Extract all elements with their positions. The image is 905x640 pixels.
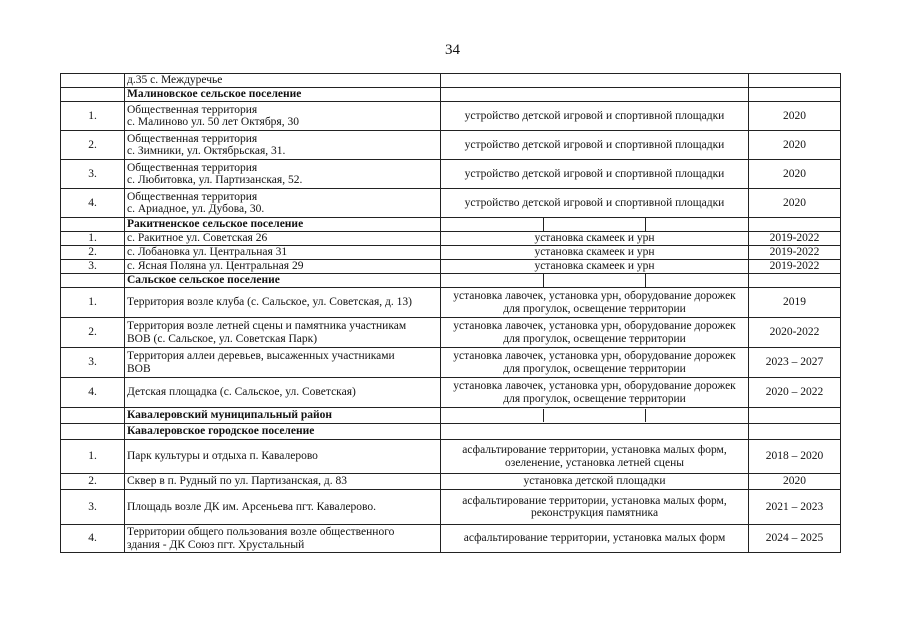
row-number: 3. [61, 160, 125, 189]
territory-name [125, 378, 441, 408]
years-cell: 2020-2022 [749, 318, 841, 348]
works-description [441, 131, 749, 160]
years-cell: 2020 [749, 102, 841, 131]
section-title: Ракитненское сельское поселение [125, 218, 441, 232]
row-number: 2. [61, 474, 125, 490]
empty-subcell [646, 409, 746, 422]
territories-table [60, 73, 841, 553]
years-cell: 2020 [749, 131, 841, 160]
territory-name [125, 131, 441, 160]
section-header-row [61, 408, 841, 424]
cell-line: реконструкция памятника [530, 507, 659, 519]
section-title: Малиновское сельское поселение [125, 88, 441, 102]
cell-line: озеленение, установка летней сцены [505, 456, 684, 469]
territory-name [125, 74, 441, 88]
years-cell: 2019 [749, 288, 841, 318]
split-cells [443, 409, 746, 422]
territory-name [125, 102, 441, 131]
years-cell: 2020 [749, 474, 841, 490]
empty-subcell [646, 274, 746, 287]
territory-name [125, 348, 441, 378]
table-row [61, 160, 841, 189]
years-cell: 2018 – 2020 [749, 440, 841, 474]
table-row [61, 378, 841, 408]
table-row [61, 246, 841, 260]
years-cell [749, 88, 841, 102]
row-number: 3. [61, 260, 125, 274]
cell-line: установка лавочек, установка урн, оборудование дорожек [453, 380, 736, 393]
row-number: 1. [61, 288, 125, 318]
page-number: 34 [445, 42, 460, 58]
cell-line: Общественная территория [127, 190, 258, 203]
territory-name [125, 440, 441, 474]
cell-line: Территория возле летней сцены и памятника участникам [127, 320, 407, 333]
years-cell: 2020 [749, 160, 841, 189]
years-cell [749, 424, 841, 440]
works-description [441, 348, 749, 378]
row-number: 3. [61, 490, 125, 525]
years-cell [749, 274, 841, 288]
cell-line: Детская площадка (с. Сальское, ул. Советская) [127, 386, 356, 399]
cell-line: Территория возле клуба (с. Сальское, ул. Советская, д. 13) [127, 296, 412, 309]
table-row [61, 260, 841, 274]
table-row [61, 440, 841, 474]
works-description [441, 440, 749, 474]
cell-line: Сквер в п. Рудный по ул. Партизанская, д. 83 [127, 475, 348, 488]
cell-line: с. Ариадное, ул. Дубова, 30. [127, 203, 265, 215]
years-cell: 2020 [749, 189, 841, 218]
years-cell: 2019-2022 [749, 246, 841, 260]
table-row [61, 474, 841, 490]
works-cell [441, 424, 749, 440]
cell-line: Общественная территория [127, 103, 258, 116]
row-number: 4. [61, 378, 125, 408]
section-title: Кавалеровское городское поселение [125, 424, 441, 440]
cell-line: устройство детской игровой и спортивной площадки [464, 138, 725, 151]
cell-line: установка скамеек и урн [534, 246, 655, 259]
cell-line: установка скамеек и урн [534, 260, 655, 273]
table-row [61, 490, 841, 525]
works-cell [441, 408, 749, 424]
years-cell: 2019-2022 [749, 232, 841, 246]
row-number: 4. [61, 525, 125, 553]
row-number [61, 424, 125, 440]
row-number [61, 408, 125, 424]
cell-line: с. Ясная Поляна ул. Центральная 29 [127, 260, 304, 273]
cell-line: для прогулок, освещение территории [503, 332, 686, 345]
split-cells [443, 274, 746, 287]
cell-line: устройство детской игровой и спортивной площадки [464, 196, 725, 209]
cell-line: с. Ракитное ул. Советская 26 [127, 232, 268, 245]
works-description [441, 102, 749, 131]
works-description [441, 288, 749, 318]
territory-name [125, 318, 441, 348]
years-cell [749, 218, 841, 232]
table-row [61, 525, 841, 553]
cell-line: ВОВ [127, 362, 151, 375]
cell-line: Площадь возле ДК им. Арсеньева пгт. Кавалерово. [127, 500, 377, 513]
territory-name [125, 246, 441, 260]
cell-line: с. Любитовка, ул. Партизанская, 52. [127, 174, 303, 186]
cell-line: д.35 с. Междуречье [127, 74, 223, 87]
territory-name [125, 288, 441, 318]
cell-line: для прогулок, освещение территории [503, 362, 686, 375]
territory-name [125, 474, 441, 490]
years-cell: 2024 – 2025 [749, 525, 841, 553]
section-header-row [61, 274, 841, 288]
years-cell: 2019-2022 [749, 260, 841, 274]
cell-line: установка лавочек, установка урн, оборудование дорожек [453, 350, 736, 363]
years-cell [749, 408, 841, 424]
cell-line: асфальтирование территории, установка малых форм [463, 532, 726, 545]
empty-subcell [544, 409, 645, 422]
works-cell [441, 274, 749, 288]
years-cell: 2020 – 2022 [749, 378, 841, 408]
works-description [441, 160, 749, 189]
cell-line: с. Зимники, ул. Октябрьская, 31. [127, 145, 286, 157]
cell-line: для прогулок, освещение территории [503, 302, 686, 315]
table-row [61, 288, 841, 318]
row-number [61, 218, 125, 232]
row-number [61, 88, 125, 102]
table-row [61, 131, 841, 160]
territory-name [125, 160, 441, 189]
cell-line: с. Малиново ул. 50 лет Октября, 30 [127, 116, 299, 128]
years-cell: 2023 – 2027 [749, 348, 841, 378]
works-description [441, 74, 749, 88]
empty-subcell [443, 218, 544, 231]
territory-name [125, 525, 441, 553]
cell-line: асфальтирование территории, установка малых форм, [462, 444, 727, 457]
works-description [441, 474, 749, 490]
row-number: 4. [61, 189, 125, 218]
works-description [441, 232, 749, 246]
years-cell: 2021 – 2023 [749, 490, 841, 525]
cell-line: Парк культуры и отдыха п. Кавалерово [127, 450, 318, 463]
cell-line: с. Лобановка ул. Центральная 31 [127, 246, 288, 259]
territory-name [125, 189, 441, 218]
cell-line: ВОВ (с. Сальское, ул. Советская Парк) [127, 332, 318, 345]
row-number: 2. [61, 131, 125, 160]
row-number: 1. [61, 440, 125, 474]
cell-line: установка детской площадки [523, 475, 666, 488]
split-cells [443, 218, 746, 231]
table-row [61, 318, 841, 348]
territory-name [125, 232, 441, 246]
table-row [61, 232, 841, 246]
territory-name [125, 260, 441, 274]
empty-subcell [544, 218, 645, 231]
row-number [61, 74, 125, 88]
empty-subcell [443, 409, 544, 422]
cell-line: установка лавочек, установка урн, оборудование дорожек [453, 320, 736, 333]
section-header-row [61, 88, 841, 102]
table-row [61, 189, 841, 218]
section-header-row [61, 218, 841, 232]
years-cell [749, 74, 841, 88]
works-description [441, 378, 749, 408]
works-cell [441, 218, 749, 232]
cell-line: здания - ДК Союз пгт. Хрустальный [127, 538, 305, 551]
row-number [61, 274, 125, 288]
works-description [441, 318, 749, 348]
cell-line: асфальтирование территории, установка малых форм, [462, 494, 727, 507]
works-description [441, 246, 749, 260]
works-description [441, 490, 749, 525]
works-description [441, 260, 749, 274]
empty-subcell [646, 218, 746, 231]
row-number: 1. [61, 232, 125, 246]
section-title: Сальское сельское поселение [125, 274, 441, 288]
cell-line: Территория аллеи деревьев, высаженных участниками [127, 350, 395, 363]
territory-name [125, 490, 441, 525]
cell-line: Общественная территория [127, 132, 258, 145]
works-cell [441, 88, 749, 102]
table-row [61, 348, 841, 378]
cell-line: установка лавочек, установка урн, оборудование дорожек [453, 290, 736, 303]
cell-line: устройство детской игровой и спортивной площадки [464, 109, 725, 122]
works-description [441, 525, 749, 553]
row-number: 1. [61, 102, 125, 131]
empty-subcell [443, 274, 544, 287]
table-row [61, 74, 841, 88]
section-header-row [61, 424, 841, 440]
row-number: 2. [61, 246, 125, 260]
section-title: Кавалеровский муниципальный район [125, 408, 441, 424]
empty-subcell [544, 274, 645, 287]
row-number: 3. [61, 348, 125, 378]
cell-line: Общественная территория [127, 161, 258, 174]
cell-line: для прогулок, освещение территории [503, 392, 686, 405]
row-number: 2. [61, 318, 125, 348]
cell-line: Территории общего пользования возле общественного [127, 526, 395, 539]
works-description [441, 189, 749, 218]
cell-line: устройство детской игровой и спортивной площадки [464, 167, 725, 180]
table-row [61, 102, 841, 131]
cell-line: установка скамеек и урн [534, 232, 655, 245]
